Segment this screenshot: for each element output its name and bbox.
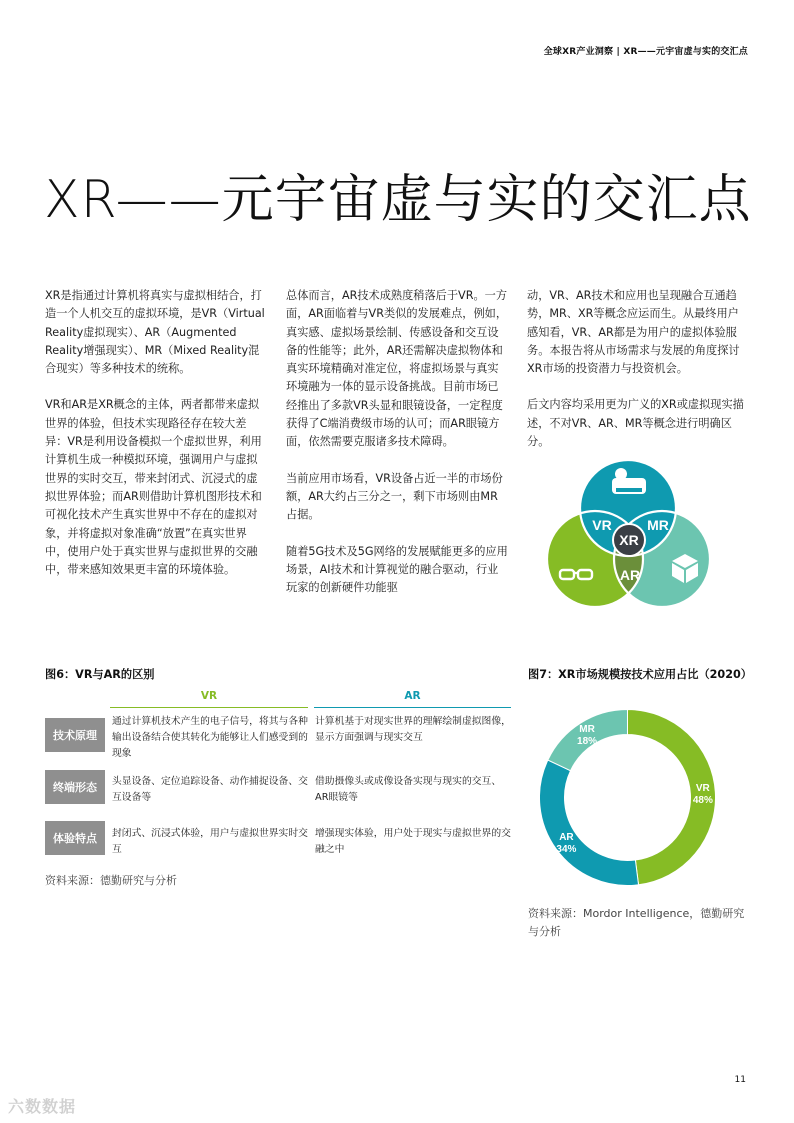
text-column-1 [45,287,267,597]
donut-value-mr: 18% [577,735,598,747]
venn-label-xr: XR [619,532,639,548]
row-label-experience: 体验特点 [45,821,105,855]
figure-7-source: 资料来源：Mordor Intelligence，德勤研究与分析 [528,907,745,938]
donut-slice-ar [540,760,639,885]
table-header-rule [314,707,511,708]
donut-label-mr: MR [579,723,595,735]
text-column-3 [527,287,749,469]
venn-label-vr: VR [592,517,612,533]
page-number: 11 [734,1075,746,1085]
text-column-2 [286,287,508,615]
paragraph: 当前应用市场看，VR设备占近一半的市场份额，AR大约占三分之一，剩下市场则由MR占据。 [286,471,503,522]
table-cell: 通过计算机技术产生的电子信号，将其与各种输出设备结合使其转化为能够让人们感受到的现象 [112,716,308,759]
donut-label-vr: VR [695,782,710,794]
row-label-device: 终端形态 [45,770,105,804]
donut-value-vr: 48% [692,794,713,806]
running-header: 全球XR产业洞察 | XR——元宇宙虚与实的交汇点 [543,47,748,57]
row-label-tech: 技术原理 [45,718,105,752]
paragraph: VR和AR是XR概念的主体，两者都带来虚拟世界的体验，但技术实现路径存在较大差异：VR是利用设备模拟一个虚拟世界，利用计算机生成一种模拟环境，强调用户与虚拟世界的实时交互，带来封闭式、沉浸式的虚拟世界体验；而AR则借助计算机图形技术和可视化技术产生真实世界中不存在的虚拟对象，并将虚拟对象准确“放置”在真实世界中，使用户处于真实世界与虚拟世界的交融中，带来感知效果更丰富的环境体验。 [45,398,262,577]
table-header-rule [110,707,308,708]
paragraph: XR是指通过计算机将真实与虚拟相结合，打造一个人机交互的虚拟环境，是VR（Virtual Reality虚拟现实）、AR（Augmented Reality增强现实）、MR（Mixed Reality混合现实）等多种技术的统称。 [45,289,265,376]
paragraph: 动，VR、AR技术和应用也呈现融合互通趋势，MR、XR等概念应运而生。从最终用户感知看，VR、AR都是为用户的虚拟体验服务。本报告将从市场需求与发展的角度探讨XR市场的投资潜力与投资机会。 [527,289,740,376]
paragraph: 随着5G技术及5G网络的发展赋能更多的应用场景，AI技术和计算视觉的融合驱动，行业玩家的创新硬件功能驱 [286,544,508,595]
paragraph: 后文内容均采用更为广义的XR或虚拟现实描述，不对VR、AR、MR等概念进行明确区分。 [527,398,744,449]
table-cell: 增强现实体验，用户处于现实与虚拟世界的交融之中 [315,828,511,855]
table-header-vr: VR [200,690,218,702]
figure-6-title: 图6：VR与AR的区别 [45,668,155,681]
xr-venn-diagram [540,452,716,622]
table-cell: 头显设备、定位追踪设备、动作捕捉设备、交互设备等 [112,776,308,803]
table-cell: 计算机基于对现实世界的理解绘制虚拟图像，显示方面强调与现实交互 [315,716,511,743]
venn-label-ar: AR [619,567,641,583]
venn-label-mr: MR [647,517,669,533]
paragraph: 总体而言，AR技术成熟度稍落后于VR。一方面，AR面临着与VR类似的发展难点，例如，真实感、虚拟场景绘制、传感设备和交互设备的性能等；此外，AR还需解决虚拟物体和真实环境精确对准定位，将虚拟场景与真实环境融为一体的显示设备挑战。目前市场已经推出了多款VR头显和眼镜设备，一定程度获得了C端消费级市场的认可；而AR眼镜方面，依然需要克服诸多技术障碍。 [286,289,508,449]
table-cell: 封闭式、沉浸式体验，用户与虚拟世界实时交互 [112,828,308,855]
watermark: 六数数据 [8,1097,77,1116]
donut-value-ar: 34% [556,843,577,855]
xr-market-donut-chart [540,700,715,895]
figure-6-source: 资料来源：德勤研究与分析 [45,874,177,887]
figure-7-title: 图7：XR市场规模按技术应用占比（2020） [528,668,752,681]
donut-label-ar: AR [559,831,574,843]
table-header-ar: AR [404,690,421,702]
page-title: XR——元宇宙虚与实的交汇点 [44,170,752,230]
table-cell: 借助摄像头或成像设备实现与现实的交互、AR眼镜等 [315,776,502,803]
